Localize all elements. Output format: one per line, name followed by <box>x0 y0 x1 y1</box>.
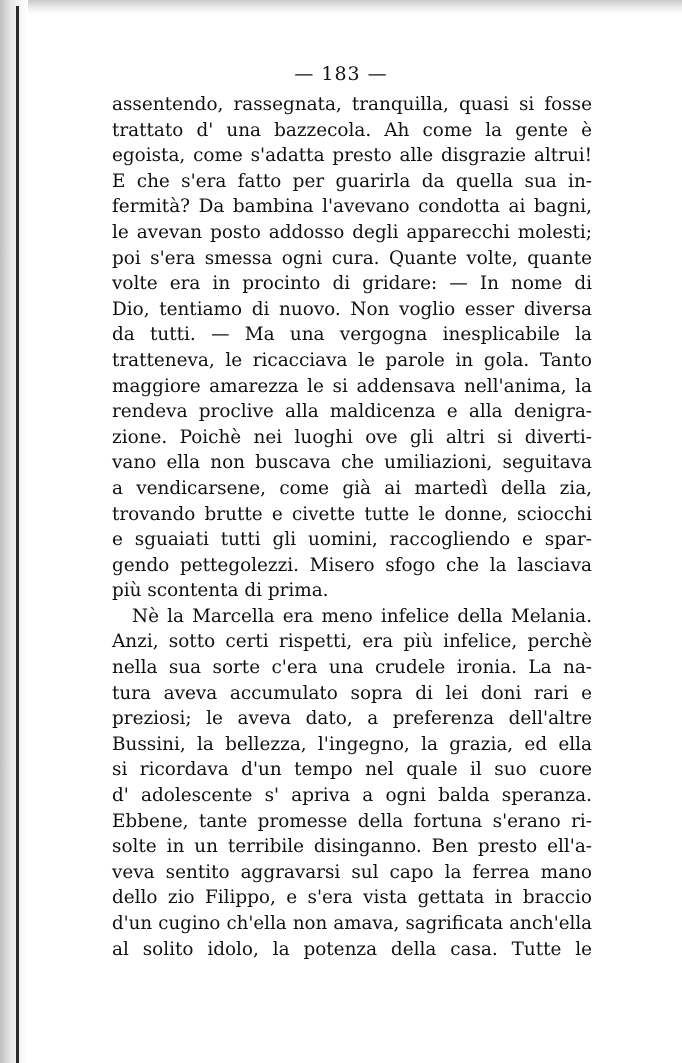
text-line: trattato d' una bazzecola. Ah come la gente è <box>112 119 592 141</box>
scan-shadow-top <box>0 0 682 14</box>
text-line: si ricordava d'un tempo nel quale il suo cuore <box>112 759 592 781</box>
text-line: poi s'era smessa ogni cura. Quante volte, quante <box>112 247 592 269</box>
text-line: tratteneva, le ricacciava le parole in gola. Tanto <box>112 349 592 371</box>
page-number: — 183 — <box>294 63 388 85</box>
text-line: volte era in procinto di gridare: — In nome di <box>112 273 592 295</box>
text-line: le avevan posto addosso degli apparecchi molesti; <box>112 221 592 243</box>
scan-shadow-left <box>0 0 28 1063</box>
text-line: rendeva proclive alla maldicenza e alla denigra- <box>112 401 592 423</box>
text-line: tura aveva accumulato sopra di lei doni rari e <box>112 682 592 704</box>
text-line: al solito idolo, la potenza della casa. Tutte le <box>112 938 592 960</box>
text-line: maggiore amarezza le si addensava nell'anima, la <box>112 375 592 397</box>
text-line: Dio, tentiamo di nuovo. Non voglio esser diversa <box>112 298 592 320</box>
page-binding-edge <box>16 6 19 1063</box>
text-line: E che s'era fatto per guarirla da quella sua in- <box>112 170 592 192</box>
text-line: e sguaiati tutti gli uomini, raccogliendo e spar- <box>112 529 592 551</box>
text-line: gendo pettegolezzi. Misero sfogo che la lasciava <box>112 554 592 576</box>
text-line: Ebbene, tante promesse della fortuna s'erano ri- <box>112 810 592 832</box>
text-line: Bussini, la bellezza, l'ingegno, la grazia, ed ella <box>112 733 592 755</box>
text-line: più scontenta di prima. <box>112 580 329 602</box>
text-line: d'un cugino ch'ella non amava, sagrificata anch'ella <box>112 913 592 934</box>
text-line: assentendo, rassegnata, tranquilla, quasi si fosse <box>112 94 592 115</box>
text-line: egoista, come s'adatta presto alle disgrazie altrui! <box>112 145 592 167</box>
text-line: zione. Poichè nei luoghi ove gli altri si diverti- <box>112 426 592 448</box>
text-line: vano ella non buscava che umiliazioni, seguitava <box>112 452 592 474</box>
text-line: trovando brutte e civette tutte le donne, sciocchi <box>112 503 592 525</box>
body-text <box>112 92 592 962</box>
text-line: nella sua sorte c'era una crudele ironia. La na- <box>112 657 592 679</box>
text-line: Nè la Marcella era meno infelice della Melania. <box>132 605 592 627</box>
text-line: a vendicarsene, come già ai martedì della zia, <box>112 477 592 499</box>
text-line: d' adolescente s' apriva a ogni balda speranza. <box>112 785 592 807</box>
text-line: da tutti. — Ma una vergogna inesplicabile la <box>112 324 592 346</box>
text-line: fermità? Da bambina l'avevano condotta ai bagni, <box>112 196 592 218</box>
text-line: Anzi, sotto certi rispetti, era più infelice, perchè <box>112 631 592 653</box>
text-line: solte in un terribile disinganno. Ben presto ell'a- <box>112 836 592 858</box>
text-line: veva sentito aggravarsi sul capo la ferrea mano <box>112 861 592 883</box>
text-line: preziosi; le aveva dato, a preferenza dell'altre <box>112 708 592 730</box>
text-line: dello zio Filippo, e s'era vista gettata in braccio <box>112 887 592 909</box>
